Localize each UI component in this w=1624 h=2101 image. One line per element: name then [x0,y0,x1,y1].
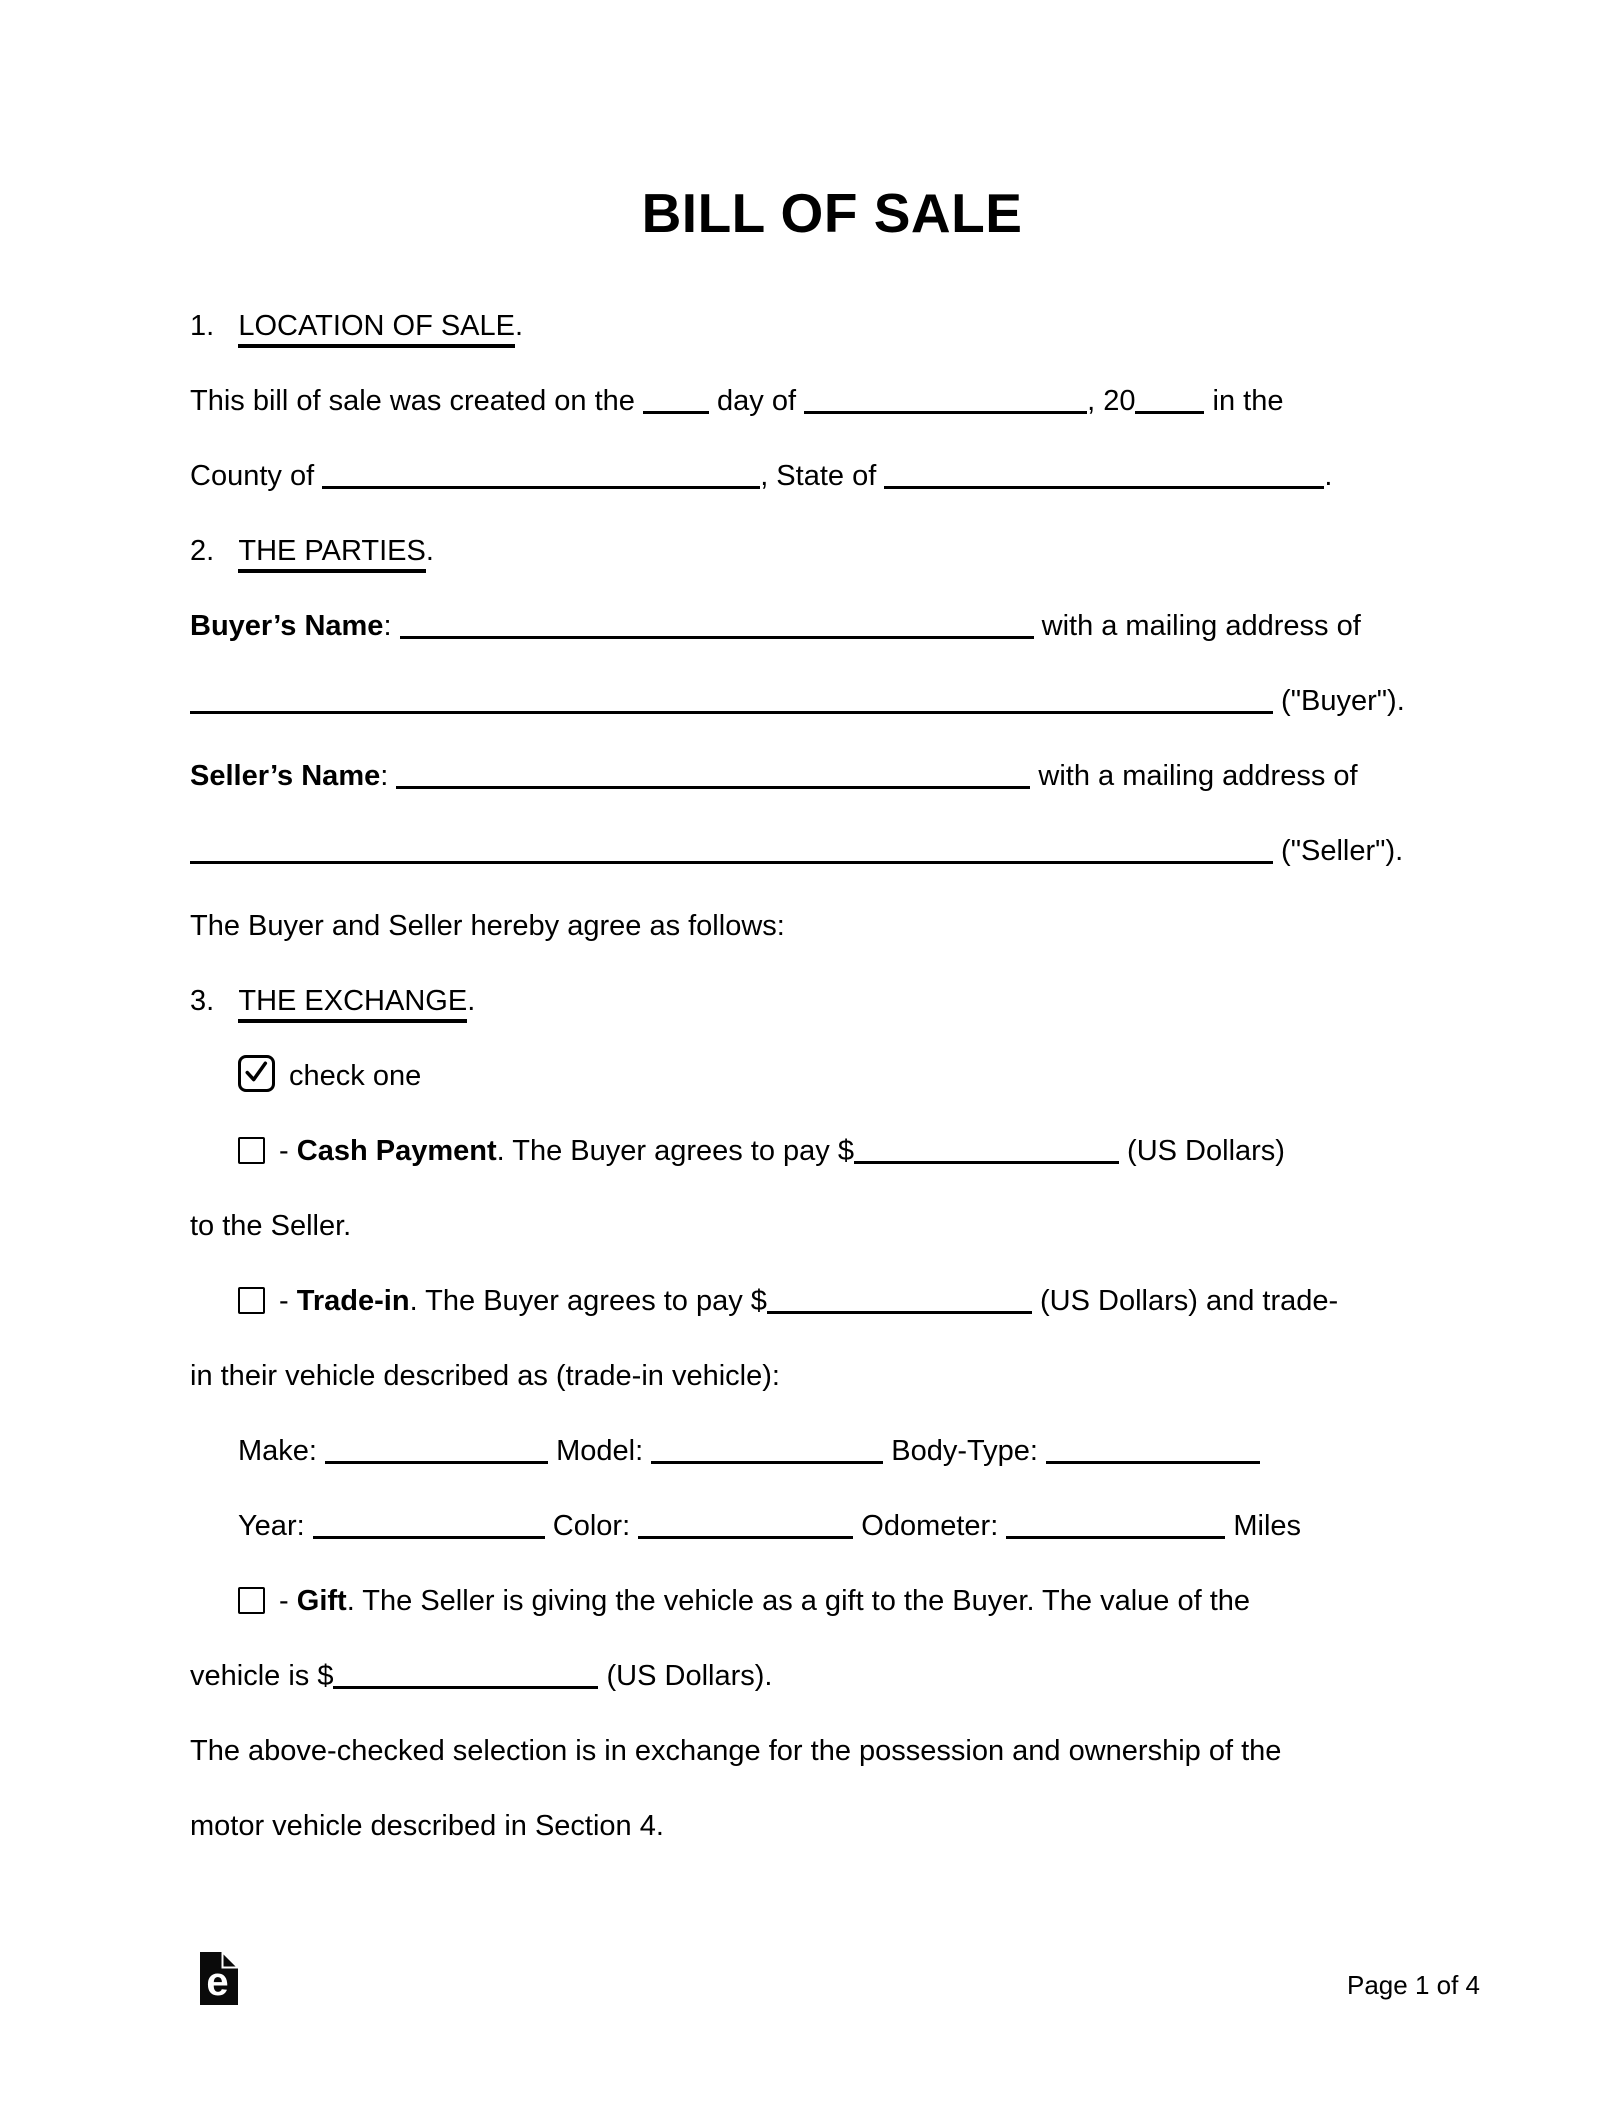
vehicle-year-line-text: Color: [544,1510,639,1542]
vehicle-year-line-text: Miles [1225,1510,1302,1542]
cash-payment-line-2 [190,1189,1474,1264]
day-blank[interactable] [643,407,709,414]
trade-in-line-1-text: - [271,1285,297,1317]
gift-line-2-text: (US Dollars). [598,1660,773,1692]
logo-letter: e [206,1960,229,2004]
seller-address-line-text: ("Seller"). [1273,835,1404,867]
trade-in-line-1-text: . The Buyer agrees to pay $ [409,1285,767,1317]
seller-name-blank[interactable] [396,782,1030,789]
gift-line-1-text: . The Seller is giving the vehicle as a gift to the Buyer. The value of the [346,1585,1251,1617]
section-3-heading-text: 3. [190,985,239,1017]
location-sentence-line-2-text: County of [190,460,323,492]
check-one-line [190,1039,1474,1114]
vehicle-year-blank[interactable] [313,1532,545,1539]
gift-checkbox[interactable] [238,1587,265,1614]
section-1-heading-underlined-text: LOCATION OF SALE [238,310,515,348]
section-2-heading-text: 2. [190,535,239,567]
gift-line-1 [190,1564,1474,1639]
trade-amount-blank[interactable] [767,1307,1032,1314]
seller-name-line-text: : [380,760,397,792]
buyer-name-blank[interactable] [400,632,1034,639]
buyer-name-line-bold-text: Buyer’s Name [190,610,384,642]
county-blank[interactable] [322,482,760,489]
check-mark-icon [242,1058,270,1086]
buyer-name-line-text: with a mailing address of [1033,610,1361,642]
model-blank[interactable] [651,1457,883,1464]
section-1-heading-text: 1. [190,310,239,342]
cash-payment-line-1 [190,1114,1474,1189]
location-sentence-line-1-text: day of [708,385,805,417]
vehicle-year-line-text: Year: [238,1510,313,1542]
year-blank[interactable] [1135,407,1204,414]
buyer-address-line [190,664,1474,739]
location-sentence-line-2-text: , State of [760,460,885,492]
cash-payment-line-1-text: (US Dollars) [1119,1135,1285,1167]
eforms-logo-icon [200,1952,238,2005]
buyer-name-line [190,589,1474,664]
vehicle-year-line-text: Odometer: [853,1510,1007,1542]
section-1-heading [190,289,1474,364]
month-blank[interactable] [804,407,1087,414]
exchange-closing-line-2-text: motor vehicle described in Section 4. [190,1810,664,1842]
section-3-heading-underlined-text: THE EXCHANGE [238,985,467,1023]
trade-in-line-1 [190,1264,1474,1339]
document-content [190,0,1474,1864]
trade-in-checkbox[interactable] [238,1287,265,1314]
exchange-closing-line-1-text: The above-checked selection is in exchange for the possession and ownership of the [190,1735,1282,1767]
cash-payment-line-1-bold-text: Cash Payment [296,1135,497,1167]
vehicle-make-line [190,1414,1474,1489]
location-sentence-line-1 [190,364,1474,439]
seller-name-line-bold-text: Seller’s Name [190,760,381,792]
cash-payment-line-1-text: . The Buyer agrees to pay $ [496,1135,854,1167]
section-1-heading-text: . [515,310,524,342]
cash-payment-checkbox[interactable] [238,1137,265,1164]
gift-line-1-text: - [271,1585,297,1617]
vehicle-make-line-text: Make: [238,1435,326,1467]
location-sentence-line-1-text: , 20 [1087,385,1136,417]
trade-in-line-1-bold-text: Trade-in [296,1285,410,1317]
section-2-heading-underlined-text: THE PARTIES [238,535,425,573]
seller-address-blank[interactable] [190,857,1273,864]
color-blank[interactable] [638,1532,853,1539]
section-2-heading [190,514,1474,589]
seller-name-line-text: with a mailing address of [1030,760,1358,792]
vehicle-make-line-text: Model: [548,1435,652,1467]
check-one-line-text: check one [289,1060,422,1092]
check-one-checkbox[interactable] [238,1055,275,1092]
state-blank[interactable] [884,482,1324,489]
body-type-blank[interactable] [1046,1457,1260,1464]
vehicle-make-line-text: Body-Type: [883,1435,1047,1467]
document-title: BILL OF SALE [641,182,1023,244]
location-sentence-line-1-text: in the [1204,385,1284,417]
exchange-closing-line-2 [190,1789,1474,1864]
gift-line-2-text: vehicle is $ [190,1660,334,1692]
buyer-name-line-text: : [383,610,400,642]
buyer-address-blank[interactable] [190,707,1273,714]
location-sentence-line-2 [190,439,1474,514]
location-sentence-line-1-text: This bill of sale was created on the [190,385,643,417]
buyer-address-line-text: ("Buyer"). [1273,685,1405,717]
cash-payment-line-2-text: to the Seller. [190,1210,352,1242]
vehicle-year-line [190,1489,1474,1564]
gift-line-2 [190,1639,1474,1714]
odometer-blank[interactable] [1006,1532,1225,1539]
section-2-heading-text: . [425,535,434,567]
gift-value-blank[interactable] [333,1682,598,1689]
section-3-heading [190,964,1474,1039]
seller-address-line [190,814,1474,889]
trade-in-line-2 [190,1339,1474,1414]
trade-in-line-1-text: (US Dollars) and trade- [1031,1285,1339,1317]
make-blank[interactable] [325,1457,548,1464]
cash-amount-blank[interactable] [854,1157,1119,1164]
page-number-label: Page 1 of 4 [1347,1970,1480,2000]
document-lines [190,289,1474,1864]
agreement-intro-line [190,889,1474,964]
seller-name-line [190,739,1474,814]
agreement-intro-line-text: The Buyer and Seller hereby agree as follows: [190,910,785,942]
exchange-closing-line-1 [190,1714,1474,1789]
gift-line-1-bold-text: Gift [296,1585,347,1617]
cash-payment-line-1-text: - [271,1135,297,1167]
trade-in-line-2-text: in their vehicle described as (trade-in vehicle): [190,1360,780,1392]
location-sentence-line-2-text: . [1324,460,1333,492]
section-3-heading-text: . [467,985,476,1017]
